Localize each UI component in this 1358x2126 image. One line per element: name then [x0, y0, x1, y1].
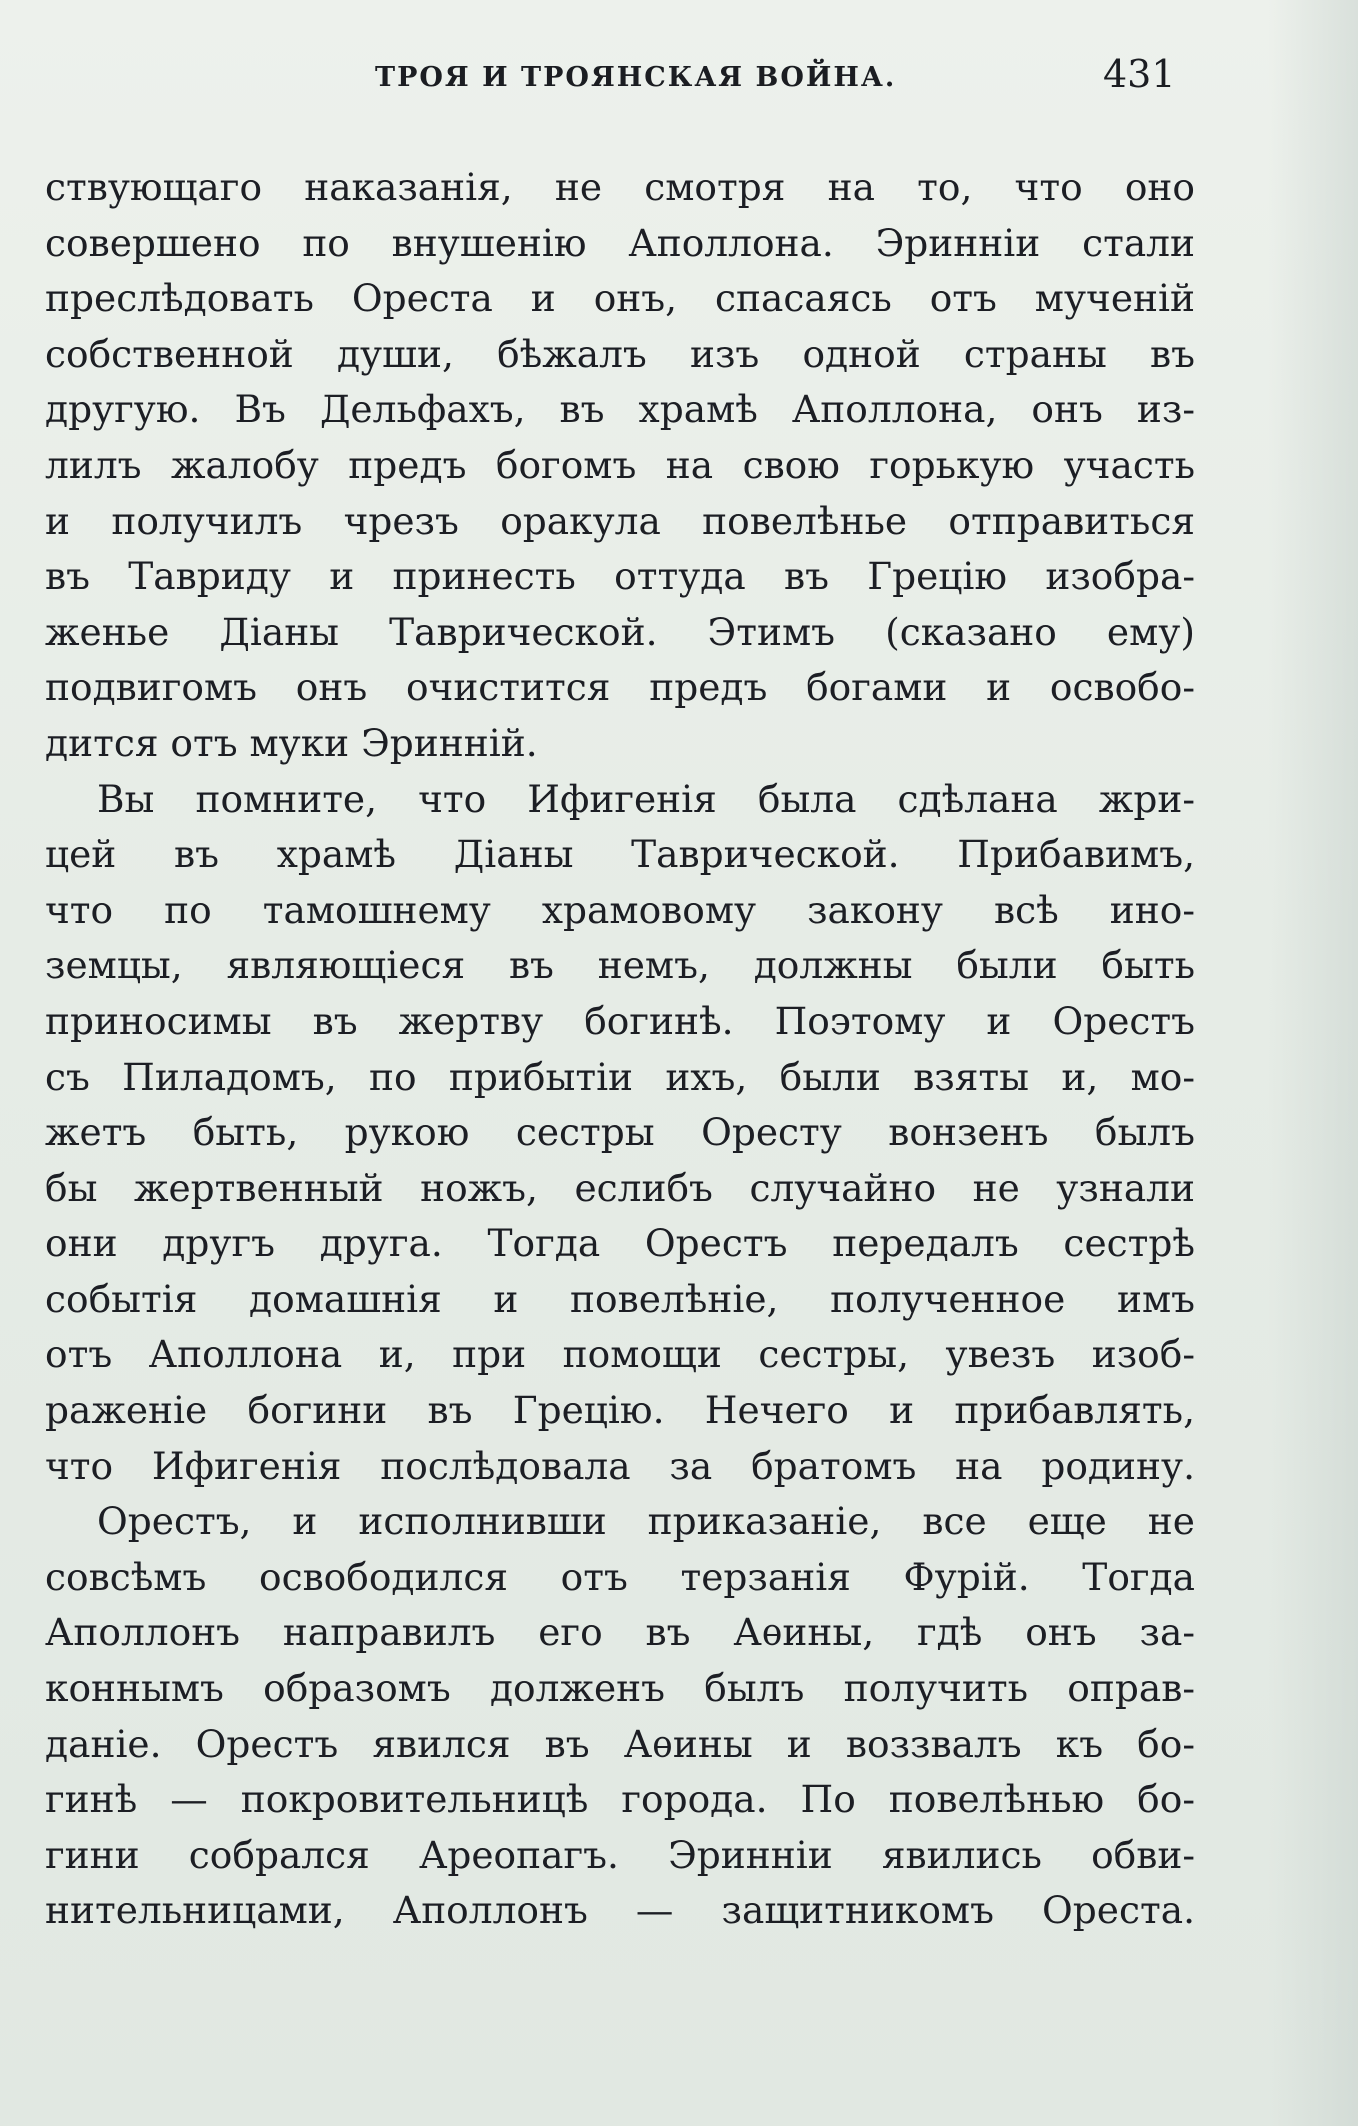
text-line: что по тамошнему храмовому закону всѣ ино-: [45, 887, 1195, 932]
text-line: отъ Аполлона и, при помощи сестры, увезъ изоб-: [45, 1332, 1195, 1377]
text-line: Аполлонъ направилъ его въ Аѳины, гдѣ онъ за-: [45, 1610, 1195, 1655]
text-line: лилъ жалобу предъ богомъ на свою горькую участь: [45, 442, 1195, 487]
running-title: ТРОЯ И ТРОЯНСКАЯ ВОЙНА.: [375, 62, 897, 93]
text-line: нительницами, Аполлонъ — защитникомъ Ореста.: [45, 1888, 1195, 1933]
text-line: ствующаго наказанія, не смотря на то, что оно: [45, 165, 1195, 209]
text-line: собственной души, бѣжалъ изъ одной страны въ: [45, 331, 1195, 376]
text-line: они другъ друга. Тогда Орестъ передалъ сестрѣ: [45, 1221, 1195, 1266]
text-line: совсѣмъ освободился отъ терзанія Фурій. Тогда: [45, 1554, 1195, 1599]
text-line: Орестъ, и исполнивши приказаніе, все еще не: [97, 1499, 1195, 1544]
text-line: въ Тавриду и принесть оттуда въ Грецію изобра-: [45, 554, 1195, 599]
body-text: [45, 160, 1195, 1939]
text-line: событія домашнія и повелѣніе, полученное имъ: [45, 1276, 1195, 1321]
text-line: гини собрался Ареопагъ. Эринніи явились обви-: [45, 1832, 1195, 1877]
text-line: съ Пиладомъ, по прибытіи ихъ, были взяты и, мо-: [45, 1054, 1195, 1099]
text-line: коннымъ образомъ долженъ былъ получить оправ-: [45, 1666, 1195, 1711]
text-line: жетъ быть, рукою сестры Оресту вонзенъ былъ: [45, 1110, 1195, 1155]
text-line: земцы, являющіеся въ немъ, должны были быть: [45, 943, 1195, 988]
text-line: дится отъ муки Эринній.: [45, 720, 538, 765]
text-line: раженіе богини въ Грецію. Нечего и прибавлять,: [45, 1388, 1195, 1433]
text-line: цей въ храмѣ Діаны Таврической. Прибавимъ,: [45, 832, 1195, 877]
page-edge-shadow: [1268, 0, 1358, 2126]
text-line: преслѣдовать Ореста и онъ, спасаясь отъ мученій: [45, 276, 1195, 321]
text-line: другую. Въ Дельфахъ, въ храмѣ Аполлона, онъ из-: [45, 387, 1195, 432]
text-line: приносимы въ жертву богинѣ. Поэтому и Орестъ: [45, 998, 1195, 1043]
text-line: совершено по внушенію Аполлона. Эринніи стали: [45, 220, 1195, 265]
page-number: 431: [1103, 52, 1176, 96]
text-line: женье Діаны Таврической. Этимъ (сказано ему): [45, 609, 1195, 654]
text-line: бы жертвенный ножъ, еслибъ случайно не узнали: [45, 1165, 1195, 1210]
text-line: подвигомъ онъ очистится предъ богами и освобо-: [45, 665, 1195, 710]
text-line: гинѣ — покровительницѣ города. По повелѣнью бо-: [45, 1777, 1195, 1822]
text-line: даніе. Орестъ явился въ Аѳины и воззвалъ къ бо-: [45, 1721, 1195, 1766]
text-line: и получилъ чрезъ оракула повелѣнье отправиться: [45, 498, 1195, 543]
text-line: что Ифигенія послѣдовала за братомъ на родину.: [45, 1443, 1195, 1488]
text-line: Вы помните, что Ифигенія была сдѣлана жри-: [97, 776, 1195, 821]
